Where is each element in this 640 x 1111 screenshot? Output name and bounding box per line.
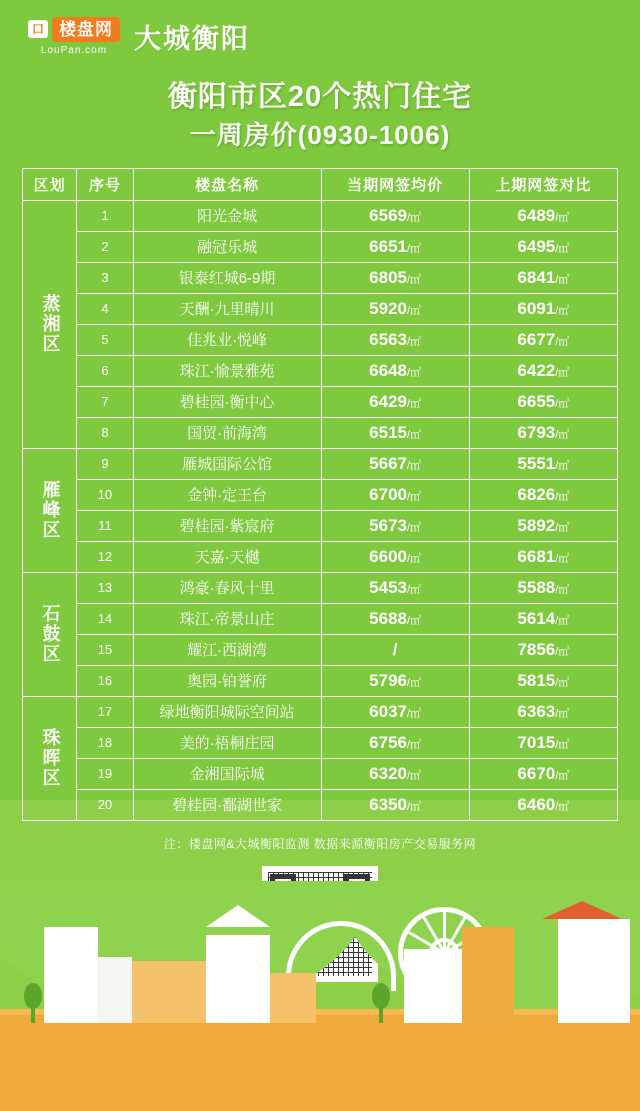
current-price-value: 6515 <box>369 422 407 442</box>
table-row <box>23 448 618 479</box>
previous-price <box>469 789 617 820</box>
current-price-value: 5453 <box>369 577 407 597</box>
current-price <box>321 386 469 417</box>
price-unit: /㎡ <box>555 738 570 751</box>
previous-price <box>469 231 617 262</box>
project-name: 金湘国际城 <box>133 758 321 789</box>
previous-price <box>469 727 617 758</box>
project-name: 碧桂园·紫宸府 <box>133 510 321 541</box>
previous-price <box>469 634 617 665</box>
previous-price-value: 7856 <box>517 639 556 659</box>
price-unit: /㎡ <box>407 521 422 534</box>
building-white-4 <box>404 949 462 1023</box>
tree-icon-2 <box>372 983 390 1023</box>
price-unit: /㎡ <box>555 521 570 534</box>
current-price-value: 6429 <box>369 391 407 411</box>
previous-price-value: 5815 <box>517 670 556 690</box>
header <box>0 0 640 72</box>
previous-price <box>469 603 617 634</box>
price-unit: /㎡ <box>555 552 570 565</box>
current-price <box>321 448 469 479</box>
current-price-value: 6648 <box>369 360 407 380</box>
previous-price <box>469 479 617 510</box>
skyline-illustration <box>0 881 640 1111</box>
row-index: 6 <box>77 355 133 386</box>
previous-price <box>469 510 617 541</box>
logo-text: 楼盘网 <box>52 17 120 42</box>
current-price-value: 6037 <box>369 701 407 721</box>
price-unit: /㎡ <box>555 645 570 658</box>
page-title: 衡阳市区20个热门住宅 <box>167 81 473 113</box>
current-price-value: 5673 <box>369 515 407 535</box>
price-unit: /㎡ <box>407 397 422 410</box>
row-index: 13 <box>77 572 133 603</box>
current-price-value: 6350 <box>369 794 407 814</box>
price-unit: /㎡ <box>555 366 570 379</box>
current-price-value: 6320 <box>369 763 407 783</box>
row-index: 19 <box>77 758 133 789</box>
brand-title: 大城衡阳 <box>134 23 251 54</box>
project-name: 天酬·九里晴川 <box>133 293 321 324</box>
previous-price-value: 6826 <box>517 484 556 504</box>
project-name: 碧桂园·衡中心 <box>133 386 321 417</box>
row-index: 2 <box>77 231 133 262</box>
project-name: 国贸·前海湾 <box>133 417 321 448</box>
previous-price <box>469 696 617 727</box>
current-price <box>321 479 469 510</box>
current-price <box>321 293 469 324</box>
previous-price-value: 6677 <box>517 329 556 349</box>
price-unit: /㎡ <box>555 676 570 689</box>
previous-price-value: 6489 <box>517 205 556 225</box>
current-price <box>321 541 469 572</box>
price-unit: /㎡ <box>407 676 422 689</box>
row-index: 7 <box>77 386 133 417</box>
current-price <box>321 262 469 293</box>
current-price-value: / <box>392 639 398 659</box>
project-name: 佳兆业·悦峰 <box>133 324 321 355</box>
price-unit: /㎡ <box>555 397 570 410</box>
current-price <box>321 789 469 820</box>
table-row <box>23 200 618 231</box>
row-index: 1 <box>77 200 133 231</box>
row-index: 18 <box>77 727 133 758</box>
previous-price <box>469 386 617 417</box>
current-price-value: 6756 <box>369 732 407 752</box>
price-unit: /㎡ <box>555 428 570 441</box>
project-name: 银泰红城6-9期 <box>133 262 321 293</box>
table-row <box>23 789 618 820</box>
previous-price-value: 7015 <box>517 732 556 752</box>
page-subtitle: 一周房价(0930-1006) <box>189 120 451 151</box>
building-white-5 <box>558 919 630 1023</box>
current-price <box>321 510 469 541</box>
previous-price <box>469 665 617 696</box>
project-name: 碧桂园·鄱湖世家 <box>133 789 321 820</box>
project-name: 天嘉·天樾 <box>133 541 321 572</box>
current-price <box>321 758 469 789</box>
tree-icon-1 <box>24 983 42 1023</box>
table-row <box>23 386 618 417</box>
table-row <box>23 324 618 355</box>
current-price <box>321 355 469 386</box>
zone-label: 蒸湘区 <box>23 200 77 448</box>
logo-subtext: LouPan.com <box>40 44 108 56</box>
row-index: 10 <box>77 479 133 510</box>
price-unit: /㎡ <box>555 304 570 317</box>
pagoda-roof-icon <box>542 901 622 919</box>
table-body <box>23 200 618 820</box>
loupan-logo[interactable] <box>28 17 120 56</box>
table-row <box>23 696 618 727</box>
previous-price-value: 5588 <box>517 577 556 597</box>
previous-price <box>469 200 617 231</box>
price-unit: /㎡ <box>407 583 422 596</box>
previous-price <box>469 448 617 479</box>
price-unit: /㎡ <box>407 211 422 224</box>
price-unit: /㎡ <box>555 335 570 348</box>
row-index: 20 <box>77 789 133 820</box>
current-price-value: 5688 <box>369 608 407 628</box>
price-unit: /㎡ <box>555 583 570 596</box>
building-white-3 <box>206 935 270 1023</box>
table-row <box>23 727 618 758</box>
price-unit: /㎡ <box>407 769 422 782</box>
th-index: 序号 <box>77 168 133 200</box>
current-price-value: 6563 <box>369 329 407 349</box>
price-unit: /㎡ <box>407 459 422 472</box>
row-index: 16 <box>77 665 133 696</box>
previous-price-value: 6422 <box>517 360 556 380</box>
current-price <box>321 200 469 231</box>
ground <box>0 1015 640 1111</box>
table-row <box>23 231 618 262</box>
th-current-price: 当期网签均价 <box>321 168 469 200</box>
project-name: 珠江·愉景雅苑 <box>133 355 321 386</box>
table-row <box>23 634 618 665</box>
project-name: 奥园·铂誉府 <box>133 665 321 696</box>
previous-price <box>469 572 617 603</box>
current-price <box>321 572 469 603</box>
zone-label: 雁峰区 <box>23 448 77 572</box>
price-unit: /㎡ <box>555 800 570 813</box>
previous-price-value: 5551 <box>517 453 556 473</box>
title-block <box>0 78 640 154</box>
price-unit: /㎡ <box>407 428 422 441</box>
price-unit: /㎡ <box>555 211 570 224</box>
price-unit: /㎡ <box>407 335 422 348</box>
table-row <box>23 417 618 448</box>
current-price <box>321 634 469 665</box>
price-unit: /㎡ <box>555 707 570 720</box>
previous-price <box>469 293 617 324</box>
price-unit: /㎡ <box>407 490 422 503</box>
previous-price <box>469 262 617 293</box>
price-unit: /㎡ <box>407 800 422 813</box>
current-price <box>321 231 469 262</box>
price-unit: /㎡ <box>555 459 570 472</box>
zone-label: 珠晖区 <box>23 696 77 820</box>
previous-price-value: 6460 <box>517 794 556 814</box>
current-price <box>321 665 469 696</box>
previous-price <box>469 324 617 355</box>
building-yellow-1 <box>132 961 206 1023</box>
building-white-2 <box>98 957 132 1023</box>
previous-price-value: 5892 <box>517 515 556 535</box>
project-name: 阳光金城 <box>133 200 321 231</box>
building-yellow-3 <box>462 927 514 1023</box>
building-white-1 <box>44 927 98 1023</box>
logo-icon: 口 <box>28 20 48 38</box>
project-name: 美的·梧桐庄园 <box>133 727 321 758</box>
row-index: 11 <box>77 510 133 541</box>
price-unit: /㎡ <box>407 304 422 317</box>
project-name: 珠江·帝景山庄 <box>133 603 321 634</box>
th-zone: 区划 <box>23 168 77 200</box>
table-row <box>23 355 618 386</box>
current-price <box>321 727 469 758</box>
project-name: 耀江·西湖湾 <box>133 634 321 665</box>
building-yellow-2 <box>270 973 316 1023</box>
previous-price-value: 6091 <box>517 298 556 318</box>
table-row <box>23 479 618 510</box>
row-index: 4 <box>77 293 133 324</box>
previous-price-value: 6681 <box>517 546 556 566</box>
table-row <box>23 603 618 634</box>
price-unit: /㎡ <box>555 614 570 627</box>
price-unit: /㎡ <box>555 490 570 503</box>
row-index: 8 <box>77 417 133 448</box>
row-index: 14 <box>77 603 133 634</box>
row-index: 17 <box>77 696 133 727</box>
price-table-wrap <box>0 154 640 821</box>
price-unit: /㎡ <box>407 242 422 255</box>
table-row <box>23 510 618 541</box>
price-table <box>22 168 618 821</box>
price-unit: /㎡ <box>407 273 422 286</box>
current-price-value: 5796 <box>369 670 407 690</box>
previous-price-value: 6793 <box>517 422 556 442</box>
previous-price <box>469 758 617 789</box>
previous-price-value: 6655 <box>517 391 556 411</box>
row-index: 9 <box>77 448 133 479</box>
previous-price-value: 6841 <box>517 267 556 287</box>
price-unit: /㎡ <box>407 366 422 379</box>
current-price-value: 5667 <box>369 453 407 473</box>
row-index: 5 <box>77 324 133 355</box>
current-price-value: 6569 <box>369 205 407 225</box>
previous-price-value: 6495 <box>517 236 556 256</box>
previous-price <box>469 541 617 572</box>
current-price <box>321 603 469 634</box>
th-previous-price: 上期网签对比 <box>469 168 617 200</box>
row-index: 3 <box>77 262 133 293</box>
price-unit: /㎡ <box>407 707 422 720</box>
zone-label: 石鼓区 <box>23 572 77 696</box>
price-unit: /㎡ <box>555 273 570 286</box>
building-roof-icon <box>206 905 270 927</box>
table-row <box>23 572 618 603</box>
price-unit: /㎡ <box>407 738 422 751</box>
row-index: 15 <box>77 634 133 665</box>
current-price <box>321 324 469 355</box>
current-price-value: 6651 <box>369 236 407 256</box>
th-project-name: 楼盘名称 <box>133 168 321 200</box>
project-name: 金钟·定王台 <box>133 479 321 510</box>
current-price <box>321 696 469 727</box>
previous-price-value: 6670 <box>517 763 556 783</box>
table-row <box>23 541 618 572</box>
previous-price-value: 6363 <box>517 701 556 721</box>
current-price <box>321 417 469 448</box>
current-price-value: 5920 <box>369 298 407 318</box>
current-price-value: 6600 <box>369 546 407 566</box>
table-header-row <box>23 168 618 200</box>
row-index: 12 <box>77 541 133 572</box>
table-row <box>23 665 618 696</box>
table-row <box>23 293 618 324</box>
project-name: 绿地衡阳城际空间站 <box>133 696 321 727</box>
previous-price-value: 5614 <box>517 608 556 628</box>
price-unit: /㎡ <box>555 242 570 255</box>
previous-price <box>469 417 617 448</box>
current-price-value: 6805 <box>369 267 407 287</box>
price-unit: /㎡ <box>555 769 570 782</box>
project-name: 雁城国际公馆 <box>133 448 321 479</box>
table-row <box>23 262 618 293</box>
footnote: 注：楼盘网&大城衡阳监测 数据来源衡阳房产交易服务网 <box>163 836 477 851</box>
project-name: 融冠乐城 <box>133 231 321 262</box>
table-row <box>23 758 618 789</box>
current-price-value: 6700 <box>369 484 407 504</box>
price-unit: /㎡ <box>407 614 422 627</box>
project-name: 鸿豪·春风十里 <box>133 572 321 603</box>
previous-price <box>469 355 617 386</box>
price-unit: /㎡ <box>407 552 422 565</box>
